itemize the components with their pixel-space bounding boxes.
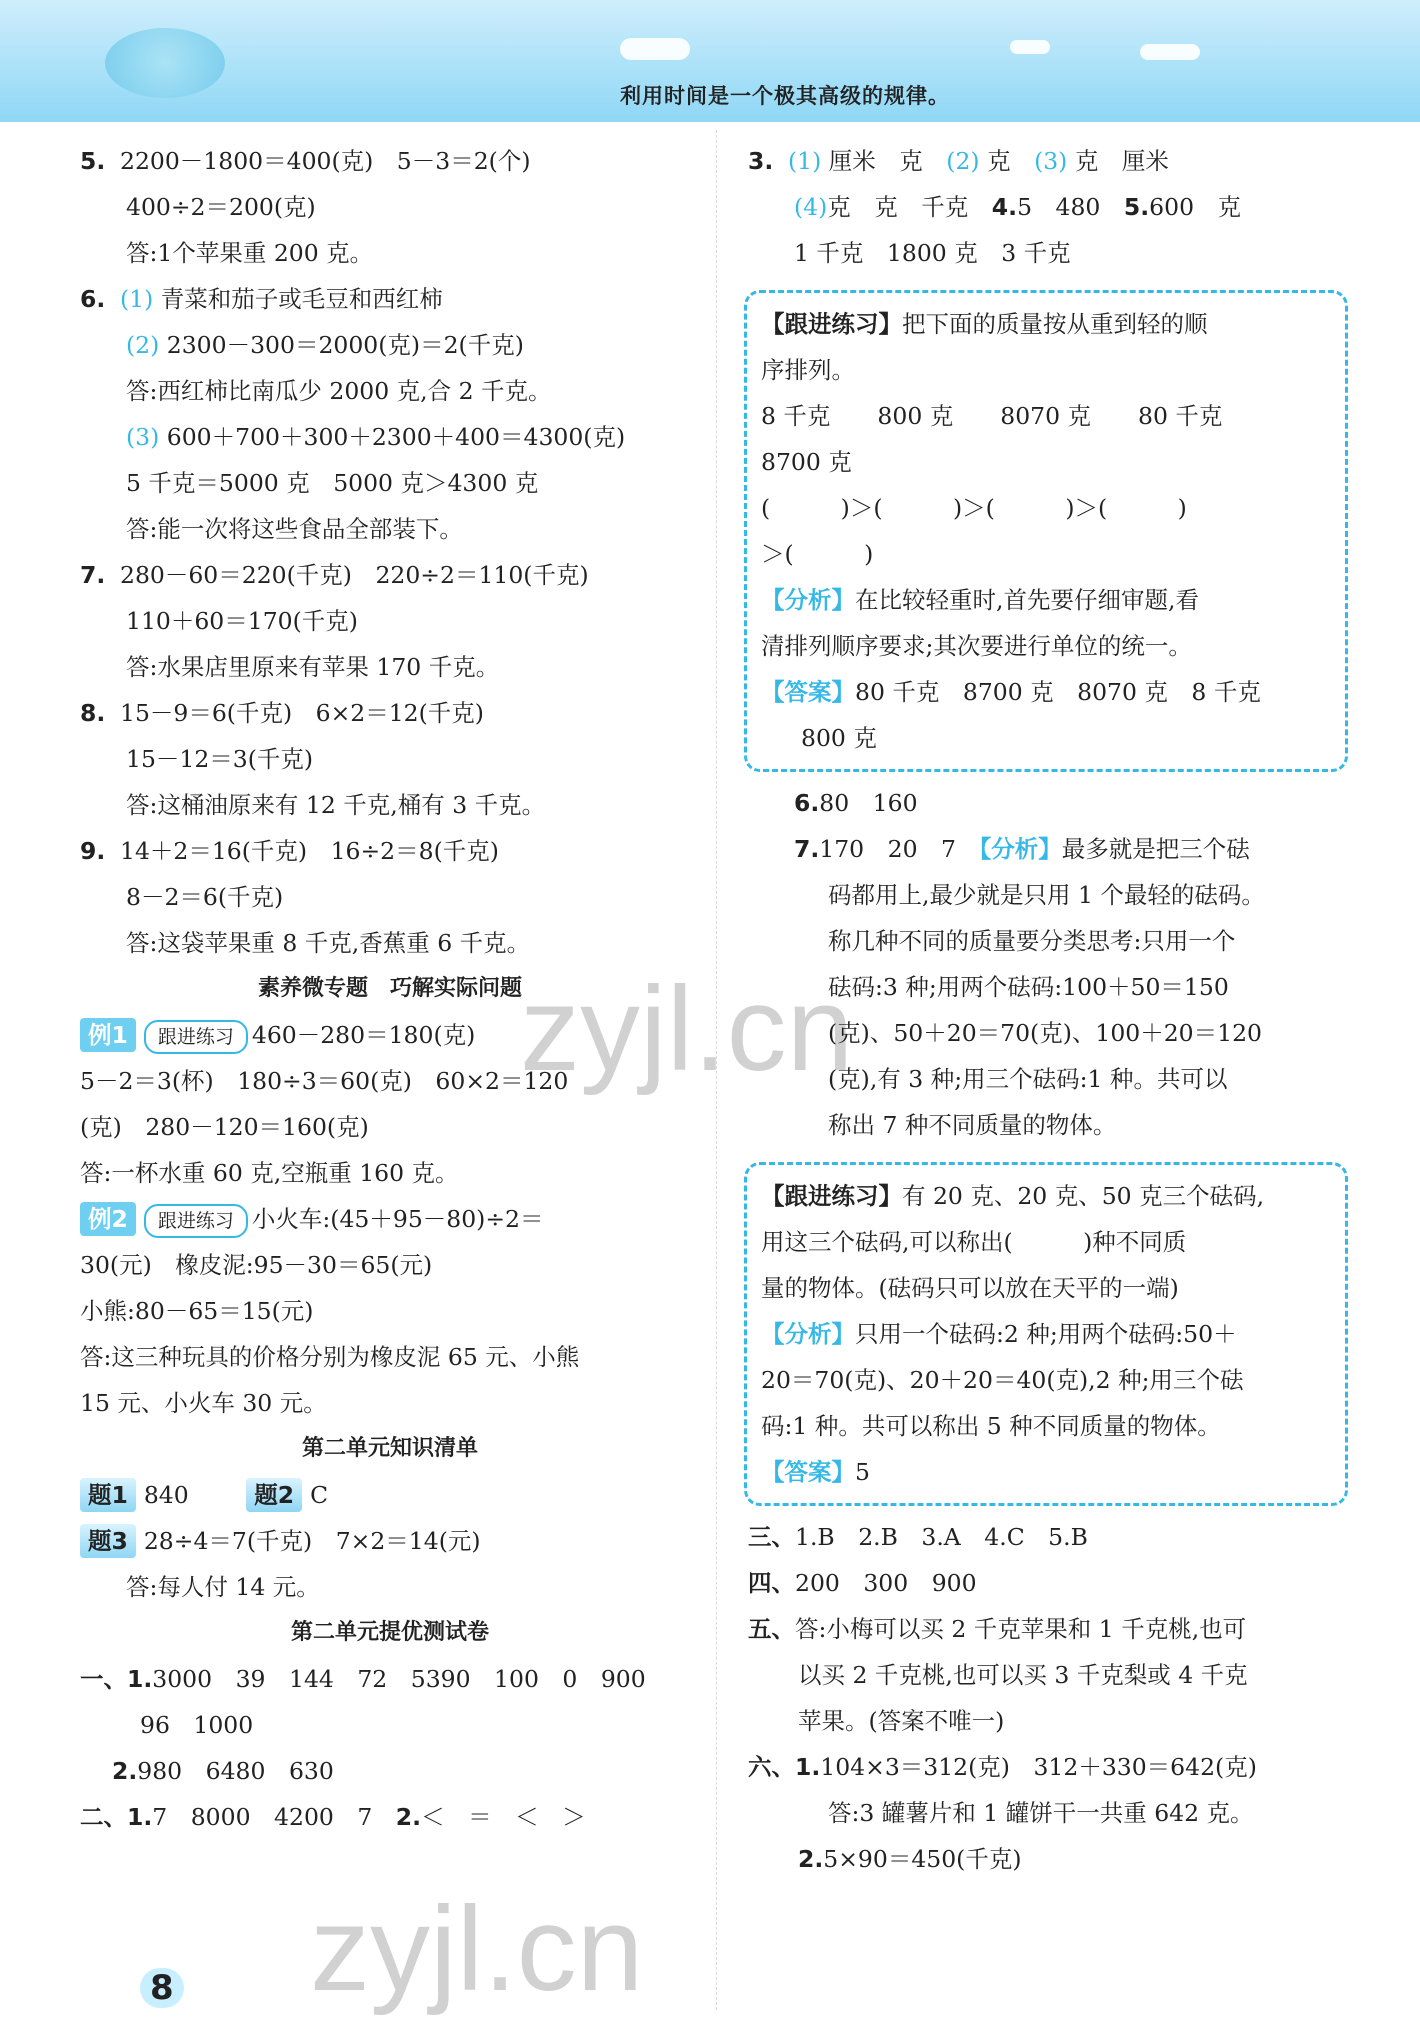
answer-line: 答:水果店里原来有苹果 170 千克。 xyxy=(126,653,500,681)
answer-line: 15－9＝6(千克) 6×2＝12(千克) xyxy=(120,699,484,727)
answer-line: 厘米 克 xyxy=(828,147,923,175)
item-number: 7. xyxy=(794,835,820,863)
sub-number: (3) xyxy=(126,423,160,451)
answer-line: 14＋2＝16(千克) 16÷2＝8(千克) xyxy=(120,837,499,865)
item-number: 4. xyxy=(991,193,1018,221)
answer-line: 2300－300＝2000(克)＝2(千克) xyxy=(166,331,524,359)
answer-line: 答:每人付 14 元。 xyxy=(126,1573,320,1601)
practice-tag: 跟进练习 xyxy=(144,1020,248,1054)
box-line: 有 20 克、20 克、50 克三个砝码, xyxy=(902,1182,1265,1210)
item-number: 6. xyxy=(80,285,106,313)
example-label: 例1 xyxy=(80,1018,136,1052)
answer-line: 答:一杯水重 60 克,空瓶重 160 克。 xyxy=(80,1159,459,1187)
box-line: 80 千克 8700 克 8070 克 8 千克 xyxy=(855,678,1261,706)
item-number: 2. xyxy=(112,1757,138,1785)
answer-line: 答:小梅可以买 2 千克苹果和 1 千克桃,也可 xyxy=(795,1615,1247,1643)
tree-illustration xyxy=(105,28,225,98)
item-number: 9. xyxy=(80,837,106,865)
answer-line: 1.B 2.B 3.A 4.C 5.B xyxy=(795,1523,1088,1551)
section-title: 第二单元知识清单 xyxy=(301,1436,478,1461)
box-line: 只用一个砝码:2 种;用两个砝码:50＋ xyxy=(855,1320,1237,1348)
answer-line: 200 300 900 xyxy=(795,1569,977,1597)
question-label: 题2 xyxy=(246,1478,302,1512)
watermark: zyjl.cn xyxy=(520,962,854,1096)
section-title: 素养微专题 巧解实际问题 xyxy=(257,976,522,1001)
answer-line: 2200－1800＝400(克) 5－3＝2(个) xyxy=(120,147,531,175)
answer-line: 15 元、小火车 30 元。 xyxy=(80,1389,327,1417)
header-motto: 利用时间是一个极其高级的规律。 xyxy=(620,83,950,108)
answer-line: 苹果。(答案不唯一) xyxy=(798,1707,1005,1735)
answer-line: (克) 280－120＝160(克) xyxy=(80,1113,369,1141)
sub-number: (3) xyxy=(1034,147,1068,175)
part-label: 六、 xyxy=(748,1753,795,1781)
answer-line: 最多就是把三个砝 xyxy=(1061,835,1250,863)
answer-line: 96 1000 xyxy=(140,1711,254,1739)
answer-line: (克),有 3 种;用三个砝码:1 种。共可以 xyxy=(828,1065,1228,1093)
practice-box xyxy=(744,290,1348,772)
answer-label: 【答案】 xyxy=(761,1458,855,1486)
item-number: 1. xyxy=(127,1803,153,1831)
answer-line: 104×3＝312(克) 312＋330＝642(克) xyxy=(820,1753,1257,1781)
box-line: 在比较轻重时,首先要仔细审题,看 xyxy=(855,586,1199,614)
analysis-label: 【分析】 xyxy=(979,835,1062,863)
answer-label: 【答案】 xyxy=(761,678,855,706)
answer-line: 5－2＝3(杯) 180÷3＝60(克) 60×2＝120 xyxy=(80,1067,569,1095)
answer-value: C xyxy=(310,1481,329,1509)
practice-heading: 【跟进练习】 xyxy=(761,1182,902,1210)
answer-line: 小火车:(45＋95－80)÷2＝ xyxy=(251,1205,544,1233)
section-title: 第二单元提优测试卷 xyxy=(290,1620,489,1645)
box-line: 量的物体。(砝码只可以放在天平的一端) xyxy=(761,1274,1179,1302)
part-label: 一、 xyxy=(80,1665,127,1693)
item-number: 3. xyxy=(748,147,774,175)
part-label: 四、 xyxy=(748,1569,795,1597)
answer-line: 170 20 7 xyxy=(819,835,956,863)
answer-line: 460－280＝180(克) xyxy=(251,1021,476,1049)
answer-line: 码都用上,最少就是只用 1 个最轻的砝码。 xyxy=(828,881,1265,909)
cloud-illustration xyxy=(1140,44,1200,60)
answer-line: 400÷2＝200(克) xyxy=(126,193,316,221)
sub-number: (1) xyxy=(120,285,154,313)
answer-value: 840 xyxy=(143,1481,189,1509)
item-number: 8. xyxy=(80,699,106,727)
answer-line: (克)、50＋20＝70(克)、100＋20＝120 xyxy=(828,1019,1262,1047)
box-line: 序排列。 xyxy=(761,356,855,384)
answer-line: 5×90＝450(千克) xyxy=(823,1845,1022,1873)
answer-line: 青菜和茄子或毛豆和西红柿 xyxy=(160,285,443,313)
answer-line: 称几种不同的质量要分类思考:只用一个 xyxy=(828,927,1236,955)
box-line: 清排列顺序要求;其次要进行单位的统一。 xyxy=(761,632,1192,660)
answer-line: 8－2＝6(千克) xyxy=(126,883,284,911)
sub-number: (2) xyxy=(946,147,980,175)
analysis-label: 【分析】 xyxy=(761,586,855,614)
item-number: 7. xyxy=(80,561,106,589)
item-number: 5. xyxy=(1123,193,1150,221)
answer-line: 5 千克＝5000 克 5000 克＞4300 克 xyxy=(126,469,539,497)
answer-line: 30(元) 橡皮泥:95－30＝65(元) xyxy=(80,1251,433,1279)
page-number: 8 xyxy=(140,1968,184,2008)
item-number: 1. xyxy=(127,1665,153,1693)
answer-line: 110＋60＝170(千克) xyxy=(126,607,358,635)
item-number: 1. xyxy=(795,1753,821,1781)
box-line: 8 千克 800 克 8070 克 80 千克 xyxy=(761,402,1223,430)
question-label: 题3 xyxy=(80,1524,136,1558)
answer-line: 答:能一次将这些食品全部装下。 xyxy=(126,515,463,543)
answer-line: 280－60＝220(千克) 220÷2＝110(千克) xyxy=(120,561,589,589)
box-line: 800 克 xyxy=(801,724,877,752)
answer-line: 砝码:3 种;用两个砝码:100＋50＝150 xyxy=(828,973,1229,1001)
answer-line: 5 480 xyxy=(1017,193,1101,221)
answer-line: 答:这三种玩具的价格分别为橡皮泥 65 元、小熊 xyxy=(80,1343,580,1371)
answer-line: 答:这袋苹果重 8 千克,香蕉重 6 千克。 xyxy=(126,929,531,957)
practice-tag: 跟进练习 xyxy=(144,1204,248,1238)
item-number: 6. xyxy=(794,789,820,817)
answer-line: 答:3 罐薯片和 1 罐饼干一共重 642 克。 xyxy=(828,1799,1254,1827)
watermark: zyjl.cn xyxy=(310,1882,644,2016)
answer-line: 7 8000 4200 7 xyxy=(152,1803,373,1831)
answer-line: 克 xyxy=(987,147,1011,175)
box-line: 把下面的质量按从重到轻的顺 xyxy=(902,310,1208,338)
part-label: 三、 xyxy=(748,1523,795,1551)
answer-line: 以买 2 千克桃,也可以买 3 千克梨或 4 千克 xyxy=(798,1661,1248,1689)
box-line: 码:1 种。共可以称出 5 种不同质量的物体。 xyxy=(761,1412,1221,1440)
answer-line: 称出 7 种不同质量的物体。 xyxy=(828,1111,1117,1139)
answer-line: 80 160 xyxy=(819,789,918,817)
cloud-illustration xyxy=(620,38,690,60)
box-line: 8700 克 xyxy=(761,448,852,476)
box-line: 5 xyxy=(855,1458,870,1486)
part-label: 二、 xyxy=(80,1803,127,1831)
answer-line: 克 克 千克 xyxy=(827,193,969,221)
item-number: 2. xyxy=(798,1845,824,1873)
practice-heading: 【跟进练习】 xyxy=(761,310,902,338)
item-number: 5. xyxy=(80,147,106,175)
answer-line: 答:1个苹果重 200 克。 xyxy=(126,239,374,267)
box-line: ( )＞( )＞( )＞( ) xyxy=(761,494,1187,522)
answer-line: 28÷4＝7(千克) 7×2＝14(元) xyxy=(143,1527,481,1555)
answer-line: 15－12＝3(千克) xyxy=(126,745,314,773)
box-line: 20＝70(克)、20＋20＝40(克),2 种;用三个砝 xyxy=(761,1366,1244,1394)
answer-line: 980 6480 630 xyxy=(137,1757,334,1785)
header-banner xyxy=(0,0,1420,122)
answer-line: 600 克 xyxy=(1149,193,1242,221)
answer-line: 克 厘米 xyxy=(1074,147,1169,175)
practice-box xyxy=(744,1162,1348,1506)
answer-line: ＜ ＝ ＜ ＞ xyxy=(421,1803,586,1831)
question-label: 题1 xyxy=(80,1478,136,1512)
item-number: 2. xyxy=(395,1803,422,1831)
answer-line: 小熊:80－65＝15(元) xyxy=(80,1297,314,1325)
answer-line: 3000 39 144 72 5390 100 0 900 xyxy=(152,1665,646,1693)
sub-number: (4) xyxy=(794,193,828,221)
part-label: 五、 xyxy=(748,1615,795,1643)
box-line: ＞( ) xyxy=(761,540,874,568)
sub-number: (1) xyxy=(788,147,822,175)
cloud-illustration xyxy=(1010,40,1050,54)
answer-line: 答:这桶油原来有 12 千克,桶有 3 千克。 xyxy=(126,791,546,819)
answer-line: 答:西红柿比南瓜少 2000 克,合 2 千克。 xyxy=(126,377,552,405)
answer-line: 1 千克 1800 克 3 千克 xyxy=(794,239,1071,267)
sub-number: (2) xyxy=(126,331,160,359)
analysis-label: 【分析】 xyxy=(761,1320,855,1348)
box-line: 用这三个砝码,可以称出( )种不同质 xyxy=(761,1228,1187,1256)
answer-line: 600＋700＋300＋2300＋400＝4300(克) xyxy=(166,423,626,451)
example-label: 例2 xyxy=(80,1202,136,1236)
